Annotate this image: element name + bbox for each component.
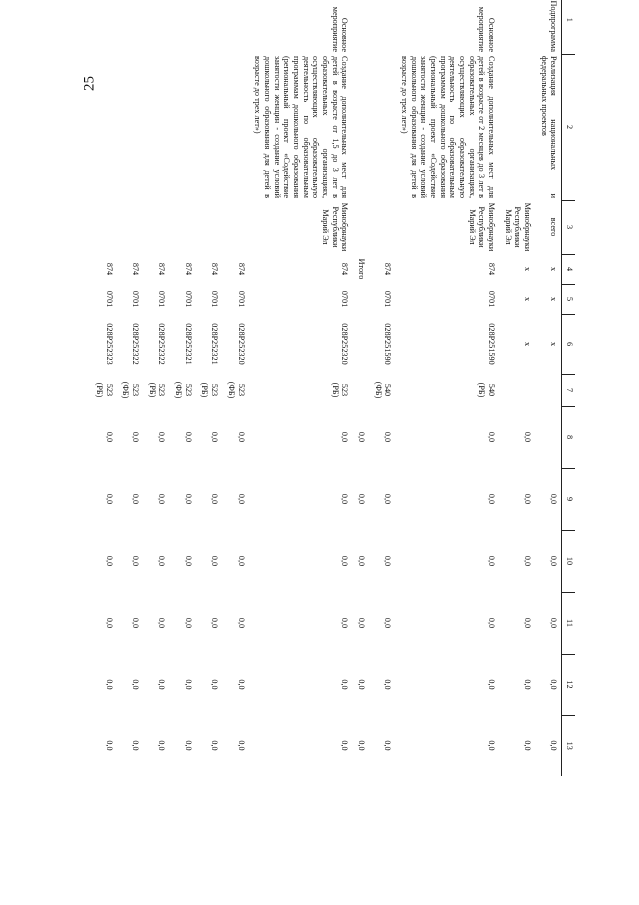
col-header-9: 9 xyxy=(562,468,575,530)
cell-row-type: Основное мероприятие xyxy=(330,6,350,52)
cell-description xyxy=(90,54,116,200)
col-header-12: 12 xyxy=(562,654,575,715)
cell-value-13: 0,0 xyxy=(340,740,350,751)
cell-responsible xyxy=(196,200,222,254)
cell-value-9: 0,0 xyxy=(340,493,350,505)
col-header-4: 4 xyxy=(562,254,575,284)
cell-value-11: 0,0 xyxy=(210,617,220,629)
cell-value: 0,0 xyxy=(522,431,532,443)
cell-responsible: Минобрнауки Республики Марий Эл xyxy=(503,202,532,252)
cell-target-article: 028P252323 xyxy=(104,323,114,365)
cell-responsible: Минобрнауки Республики Марий Эл xyxy=(467,202,496,252)
cell-value-10: 0,0 xyxy=(104,555,114,567)
cell-expense-type: 523 (ФБ) xyxy=(174,381,193,399)
cell-value-12: 0,0 xyxy=(522,679,532,690)
cell-description: Создание дополнительных мест для детей в возрасте от 1,5 до 3 лет в образовательных организациях, осуществляющих образовательную деятельность по образовательным программам дошкольного образования (региональный проект «Содействие занятости женщин - создание условий дошкольного образования для детей в возрасте до трех лет») xyxy=(253,56,350,198)
cell-value-11: 0,0 xyxy=(356,617,366,629)
col-header-1: 1 xyxy=(562,0,575,54)
cell-value-9: 0,0 xyxy=(104,493,114,505)
cell-value-12: 0,0 xyxy=(340,679,350,690)
cell-value-12: 0,0 xyxy=(236,679,246,690)
cell-section-code: 0701 xyxy=(104,290,114,308)
cell-value-13: 0,0 xyxy=(157,740,167,751)
cell-expense-type: 523 (РБ) xyxy=(95,382,114,398)
cell-row-type xyxy=(196,0,222,54)
cell-value-12: 0,0 xyxy=(183,679,193,690)
cell-responsible xyxy=(222,200,248,254)
cell-value-10: 0,0 xyxy=(131,555,141,567)
cell-value-9: 0,0 xyxy=(486,493,496,505)
cell-value-12: 0,0 xyxy=(486,679,496,690)
cell-grbs-code: 874 xyxy=(486,262,496,276)
cell-value: 0,0 xyxy=(131,431,141,443)
cell-value-9: 0,0 xyxy=(236,493,246,505)
table-row xyxy=(90,0,116,776)
table-row xyxy=(499,0,535,776)
cell-value-9: 0,0 xyxy=(210,493,220,505)
cell-value-12: 0,0 xyxy=(356,679,366,690)
cell-responsible: Минобрнауки Республики Марий Эл xyxy=(320,202,350,252)
cell-value-13: 0,0 xyxy=(522,740,532,751)
col-header-6: 6 xyxy=(562,314,575,374)
col-header-10: 10 xyxy=(562,530,575,592)
cell-value-10: 0,0 xyxy=(356,555,366,567)
cell-row-type: Подпрограмма xyxy=(549,0,559,52)
cell-responsible xyxy=(117,200,143,254)
cell-value-10: 0,0 xyxy=(157,555,167,567)
col-header-11: 11 xyxy=(562,592,575,654)
cell-section-code: 0701 xyxy=(131,290,141,308)
cell-value-9: 0,0 xyxy=(356,493,366,505)
cell-target-article: 028P252321 xyxy=(183,323,193,365)
cell-expense-type: 523 (ФБ) xyxy=(121,381,141,399)
cell-expense-type: 540 (РБ) xyxy=(477,382,496,398)
cell-grbs-code: 874 xyxy=(131,262,141,276)
cell-value-11: 0,0 xyxy=(157,617,167,629)
cell-value-9: 0,0 xyxy=(383,493,393,505)
table-row xyxy=(117,0,143,776)
cell-value: 0,0 xyxy=(383,431,393,443)
cell-grbs-code: 874 xyxy=(210,262,220,276)
cell-target-article: 028P252320 xyxy=(340,323,350,365)
col-header-3: 3 xyxy=(562,200,575,254)
cell-value-9: 0,0 xyxy=(549,493,559,505)
cell-value-11: 0,0 xyxy=(486,617,496,629)
table-row xyxy=(169,0,195,776)
cell-row-type xyxy=(222,0,248,54)
cell-value: 0,0 xyxy=(236,431,246,443)
cell-row-type: Основное мероприятие xyxy=(477,6,496,52)
cell-row-type xyxy=(499,0,535,54)
cell-value-11: 0,0 xyxy=(340,617,350,629)
cell-value-10: 0,0 xyxy=(210,555,220,567)
cell-value-12: 0,0 xyxy=(131,679,141,690)
cell-value-11: 0,0 xyxy=(236,617,246,629)
cell-row-type xyxy=(143,0,169,54)
cell-value-12: 0,0 xyxy=(157,679,167,690)
cell-value-13: 0,0 xyxy=(236,740,246,751)
cell-grbs-code: 874 xyxy=(383,262,393,276)
cell-target-article: 028P252321 xyxy=(210,323,220,365)
cell-description xyxy=(352,54,369,200)
cell-grbs-code: 874 xyxy=(340,262,350,276)
cell-value-10: 0,0 xyxy=(549,555,559,567)
cell-value: 0,0 xyxy=(356,431,366,443)
cell-responsible xyxy=(143,200,169,254)
cell-section-code: 0701 xyxy=(183,290,193,308)
cell-target-article: 028P252322 xyxy=(131,323,141,365)
cell-value-11: 0,0 xyxy=(183,617,193,629)
cell-description xyxy=(196,54,222,200)
cell-value-11: 0,0 xyxy=(522,617,532,629)
cell-expense-type: 523 (ФБ) xyxy=(226,381,246,399)
cell-responsible xyxy=(90,200,116,254)
cell-expense-type: 523 (РБ) xyxy=(330,382,350,398)
cell-grbs-code: 874 xyxy=(236,262,246,276)
cell-expense-type: 540 (ФБ) xyxy=(373,381,393,399)
cell-value-10: 0,0 xyxy=(183,555,193,567)
cell-value: 0,0 xyxy=(104,431,114,443)
table-row xyxy=(535,0,562,776)
cell-grbs-code: 874 xyxy=(183,262,193,276)
cell-section-code: 0701 xyxy=(210,290,220,308)
cell-value-13: 0,0 xyxy=(104,740,114,751)
cell-target-article: 028P252322 xyxy=(157,323,167,365)
cell-description xyxy=(143,54,169,200)
cell-description: Создание дополнительных мест для детей в возрасте от 2 месяцев до 3 лет в образовательных организациях, осуществляющих образовательную деятельность по образовательным программам дошкольного образования (региональный проект «Содействие занятости женщин - создание условий дошкольного образования для детей в возрасте до трех лет») xyxy=(399,56,496,198)
cell-value-9: 0,0 xyxy=(157,493,167,505)
table-row xyxy=(249,0,353,776)
cell-value: 0,0 xyxy=(183,431,193,443)
cell-expense-type: 523 (РБ) xyxy=(200,382,220,398)
cell-value xyxy=(535,406,562,468)
cell-value: 0,0 xyxy=(486,431,496,443)
cell-value-13: 0,0 xyxy=(383,740,393,751)
cell-value-13: 0,0 xyxy=(486,740,496,751)
cell-section-code: 0701 xyxy=(340,290,350,308)
cell-value-9: 0,0 xyxy=(131,493,141,505)
cell-target-article: 028P252320 xyxy=(236,323,246,365)
budget-table-rotated xyxy=(95,0,575,776)
cell-value-13: 0,0 xyxy=(356,740,366,751)
cell-value: 0,0 xyxy=(210,431,220,443)
cell-expense-type: 523 (РБ) xyxy=(147,382,167,398)
cell-expense-type xyxy=(535,374,562,406)
table-row xyxy=(369,0,395,776)
cell-row-type xyxy=(117,0,143,54)
cell-expense-type xyxy=(352,374,369,406)
cell-section-code xyxy=(352,284,369,314)
cell-responsible xyxy=(352,200,369,254)
cell-value-12: 0,0 xyxy=(383,679,393,690)
cell-row-type xyxy=(90,0,116,54)
cell-expense-type xyxy=(499,374,535,406)
cell-target-article: 028P251590 xyxy=(383,323,393,365)
cell-value-11: 0,0 xyxy=(549,617,559,629)
cell-row-type xyxy=(169,0,195,54)
cell-section-code: х xyxy=(522,296,532,302)
cell-value-11: 0,0 xyxy=(104,617,114,629)
table-row xyxy=(352,0,369,776)
cell-responsible xyxy=(369,200,395,254)
cell-value-12: 0,0 xyxy=(210,679,220,690)
cell-row-type xyxy=(352,0,369,54)
cell-value-10: 0,0 xyxy=(383,555,393,567)
page-number: 25 xyxy=(81,76,98,91)
cell-description xyxy=(117,54,143,200)
cell-value-10: 0,0 xyxy=(236,555,246,567)
cell-value-11: 0,0 xyxy=(383,617,393,629)
cell-description: Реализация национальных и федеральных проектов xyxy=(539,56,559,198)
cell-value-12: 0,0 xyxy=(104,679,114,690)
cell-value-13: 0,0 xyxy=(131,740,141,751)
cell-section-code: х xyxy=(549,296,559,302)
cell-section-code: 0701 xyxy=(486,290,496,308)
col-header-7: 7 xyxy=(562,374,575,406)
col-header-2: 2 xyxy=(562,54,575,200)
cell-description xyxy=(499,54,535,200)
cell-value-11: 0,0 xyxy=(131,617,141,629)
cell-grbs-code: х xyxy=(549,266,559,272)
cell-row-type xyxy=(369,0,395,54)
cell-target-article: х xyxy=(522,341,532,347)
cell-value: 0,0 xyxy=(157,431,167,443)
cell-section-code: 0701 xyxy=(157,290,167,308)
col-header-5: 5 xyxy=(562,284,575,314)
table-row xyxy=(196,0,222,776)
cell-value-13: 0,0 xyxy=(549,740,559,751)
table-row xyxy=(222,0,248,776)
cell-value-12: 0,0 xyxy=(549,679,559,690)
col-header-8: 8 xyxy=(562,406,575,468)
cell-value: 0,0 xyxy=(340,431,350,443)
table-row xyxy=(395,0,499,776)
cell-description xyxy=(369,54,395,200)
cell-grbs-code: Итого xyxy=(356,258,366,280)
col-header-13: 13 xyxy=(562,715,575,776)
cell-target-article xyxy=(352,314,369,374)
cell-value-10: 0,0 xyxy=(486,555,496,567)
cell-target-article: 028P251590 xyxy=(486,323,496,365)
cell-target-article: х xyxy=(549,341,559,347)
cell-value-13: 0,0 xyxy=(183,740,193,751)
budget-table xyxy=(90,0,575,776)
cell-section-code: 0701 xyxy=(383,290,393,308)
cell-responsible xyxy=(169,200,195,254)
header-row xyxy=(562,0,575,776)
cell-value-9: 0,0 xyxy=(183,493,193,505)
table-row xyxy=(143,0,169,776)
cell-description xyxy=(222,54,248,200)
cell-grbs-code: х xyxy=(522,266,532,272)
cell-description xyxy=(169,54,195,200)
cell-value-10: 0,0 xyxy=(340,555,350,567)
cell-grbs-code: 874 xyxy=(104,262,114,276)
cell-value-13: 0,0 xyxy=(210,740,220,751)
table-body xyxy=(90,0,561,776)
cell-value-9: 0,0 xyxy=(522,493,532,505)
cell-section-code: 0701 xyxy=(236,290,246,308)
cell-responsible: всего xyxy=(549,217,559,237)
cell-value-10: 0,0 xyxy=(522,555,532,567)
cell-grbs-code: 874 xyxy=(157,262,167,276)
